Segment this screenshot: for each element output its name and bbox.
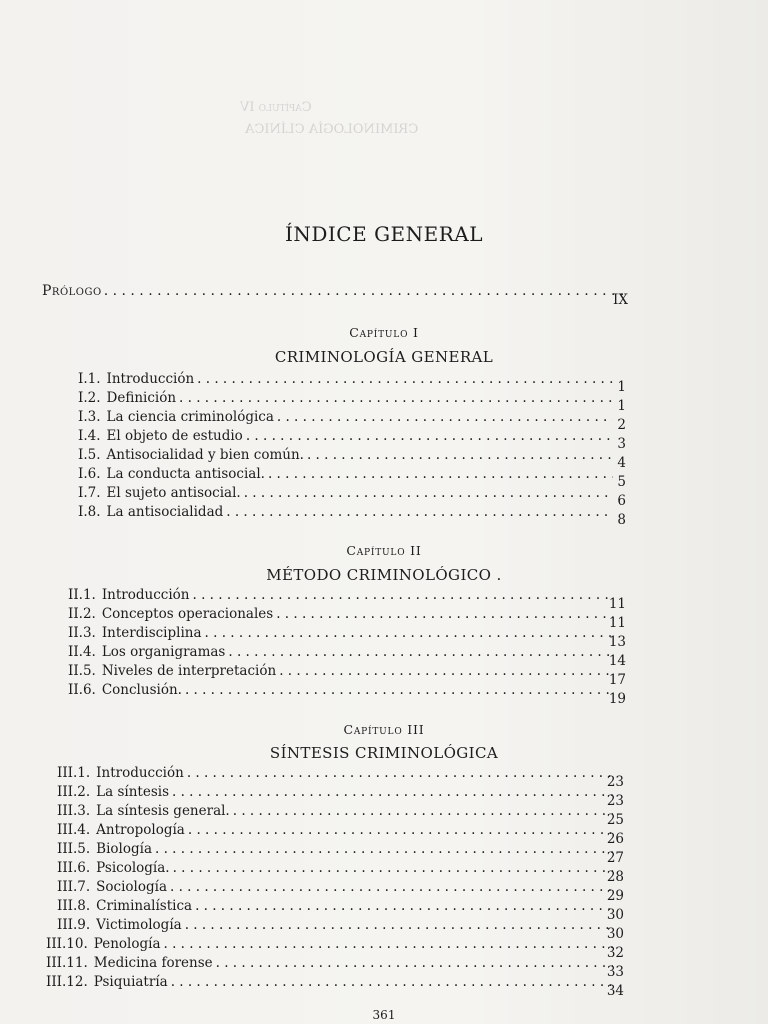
toc-entry [68, 606, 613, 625]
leader-dots [155, 841, 613, 857]
toc-entry [57, 860, 613, 879]
entry-page: 13 [608, 634, 626, 650]
toc-entry [78, 466, 613, 485]
entry-page: 2 [617, 417, 626, 433]
entry-number: III.12. [46, 974, 88, 990]
entry-text: La síntesis [96, 784, 170, 800]
leader-dots [228, 644, 613, 660]
entry-number: III.8. [57, 898, 91, 914]
toc-entry [68, 682, 613, 701]
entry-page: 1 [617, 398, 626, 414]
entry-number: III.1. [57, 765, 91, 781]
entry-page: 32 [606, 945, 624, 961]
entry-text: Introducción [96, 765, 184, 781]
entry-page: 11 [608, 615, 626, 631]
entry-page: 14 [608, 653, 626, 669]
entry-number: III.5. [57, 841, 91, 857]
toc-entry [78, 504, 613, 523]
entry-page: 8 [617, 512, 626, 528]
entry-text: Biología [96, 841, 152, 857]
chapter-label: Capítulo III [343, 722, 425, 737]
prologo-entry [42, 283, 627, 299]
entry-page: 30 [606, 907, 624, 923]
chapter-title: MÉTODO CRIMINOLÓGICO . [266, 566, 502, 584]
toc-entry [68, 587, 613, 606]
toc-entry [78, 390, 613, 409]
entry-text: Antisocialidad y bien común. [106, 447, 304, 463]
toc-entry [78, 409, 613, 428]
leader-dots [171, 974, 613, 990]
entry-number: III.4. [57, 822, 91, 838]
leader-dots [164, 936, 613, 952]
entry-text: La antisocialidad [106, 504, 224, 520]
toc-entry [57, 803, 613, 822]
entry-page: 30 [606, 926, 624, 942]
entry-text: Los organigramas [101, 644, 226, 660]
leader-dots [188, 822, 613, 838]
toc-entry [46, 955, 613, 974]
entry-text: Psicología. [96, 860, 170, 876]
entry-number: III.10. [46, 936, 88, 952]
entry-text: Victimología [96, 917, 182, 933]
leader-dots [172, 784, 613, 800]
toc-entry [68, 644, 613, 663]
leader-dots [205, 625, 613, 641]
toc-entry [68, 625, 613, 644]
leader-dots [195, 898, 613, 914]
entry-page: 29 [606, 888, 624, 904]
toc-entry [57, 765, 613, 784]
toc-entry [46, 974, 613, 993]
entry-page: 5 [617, 474, 626, 490]
entry-number: I.2. [78, 390, 101, 406]
bleed-through-shadow: CRIMINOLOGÍA CLÍNICA [245, 122, 419, 137]
entry-text: Interdisciplina [101, 625, 202, 641]
entry-page: 27 [606, 850, 624, 866]
entry-number: I.8. [78, 504, 101, 520]
toc-entry [57, 879, 613, 898]
leader-dots [185, 682, 613, 698]
leader-dots [173, 860, 613, 876]
entry-number: I.3. [78, 409, 101, 425]
toc-entry [57, 822, 613, 841]
entry-text: Psiquiatría [93, 974, 168, 990]
entry-text: Criminalística [96, 898, 193, 914]
leader-dots [192, 587, 613, 603]
leader-dots [187, 765, 613, 781]
leader-dots [216, 955, 613, 971]
entry-text: La ciencia criminológica [106, 409, 274, 425]
entry-number: III.2. [57, 784, 91, 800]
entry-text: Niveles de interpretación [101, 663, 277, 679]
entry-text: El sujeto antisocial. [106, 485, 241, 501]
entry-text: Introducción [106, 371, 195, 387]
entry-number: III.9. [57, 917, 91, 933]
entry-page: 4 [617, 455, 626, 471]
leader-dots [279, 663, 613, 679]
entry-text: El objeto de estudio [106, 428, 243, 444]
toc-entry [57, 898, 613, 917]
entry-text: Medicina forense [93, 955, 213, 971]
toc-entry [46, 936, 613, 955]
entry-page: 1 [617, 379, 626, 395]
leader-dots [170, 879, 613, 895]
entry-page: 25 [606, 812, 624, 828]
entry-number: II.5. [68, 663, 96, 679]
chapter-title: CRIMINOLOGÍA GENERAL [274, 348, 494, 366]
entry-text: Penología [93, 936, 161, 952]
leader-dots [197, 371, 613, 387]
entry-text: La conducta antisocial. [106, 466, 265, 482]
leader-dots [179, 390, 613, 406]
entry-page: 11 [608, 596, 626, 612]
toc-entry [78, 485, 613, 504]
entry-number: I.5. [78, 447, 101, 463]
leader-dots [277, 409, 613, 425]
leader-dots [276, 606, 613, 622]
chapter-label: Capítulo II [346, 543, 422, 558]
entry-page: 23 [606, 774, 624, 790]
entry-page: 23 [606, 793, 624, 809]
entry-text: Antropología [96, 822, 185, 838]
entry-page: 26 [606, 831, 624, 847]
leader-dots [233, 803, 613, 819]
entry-page: 34 [606, 983, 624, 999]
leader-dots [185, 917, 613, 933]
toc-entry [57, 784, 613, 803]
toc-entry [57, 841, 613, 860]
entry-page: 6 [617, 493, 626, 509]
entry-number: III.3. [57, 803, 91, 819]
entry-number: I.7. [78, 485, 101, 501]
leader-dots [246, 428, 613, 444]
prologo-label: Prólogo [42, 283, 102, 299]
entry-number: I.4. [78, 428, 101, 444]
entry-number: III.11. [46, 955, 88, 971]
entry-number: III.7. [57, 879, 91, 895]
entry-page: 19 [608, 691, 626, 707]
leader-dots [268, 466, 613, 482]
entry-text: Introducción [101, 587, 190, 603]
entry-text: Sociología [96, 879, 168, 895]
toc-entry [57, 917, 613, 936]
entry-number: I.6. [78, 466, 101, 482]
entry-text: Conceptos operacionales [101, 606, 274, 622]
toc-entry [78, 371, 613, 390]
index-title: ÍNDICE GENERAL [284, 222, 484, 246]
bleed-through-shadow: Capítulo IV [240, 100, 312, 115]
entry-number: II.1. [68, 587, 96, 603]
chapter-title: SÍNTESIS CRIMINOLÓGICA [269, 744, 499, 762]
entry-number: III.6. [57, 860, 91, 876]
prologo-page: IX [613, 292, 628, 308]
entry-page: 33 [606, 964, 624, 980]
entry-text: Definición [106, 390, 177, 406]
entry-page: 28 [606, 869, 624, 885]
toc-entry [78, 428, 613, 447]
entry-text: La síntesis general. [96, 803, 230, 819]
entry-page: 3 [617, 436, 626, 452]
entry-number: II.4. [68, 644, 96, 660]
entry-number: II.3. [68, 625, 96, 641]
leader-dots [226, 504, 613, 520]
leader-dots [104, 283, 625, 299]
toc-entry [68, 663, 613, 682]
entry-number: II.6. [68, 682, 96, 698]
leader-dots [307, 447, 613, 463]
page-number: 361 [372, 1008, 396, 1022]
entry-number: II.2. [68, 606, 96, 622]
entry-number: I.1. [78, 371, 101, 387]
entry-text: Conclusión. [101, 682, 182, 698]
toc-entry [78, 447, 613, 466]
chapter-label: Capítulo I [349, 325, 419, 340]
entry-page: 17 [608, 672, 626, 688]
leader-dots [244, 485, 613, 501]
